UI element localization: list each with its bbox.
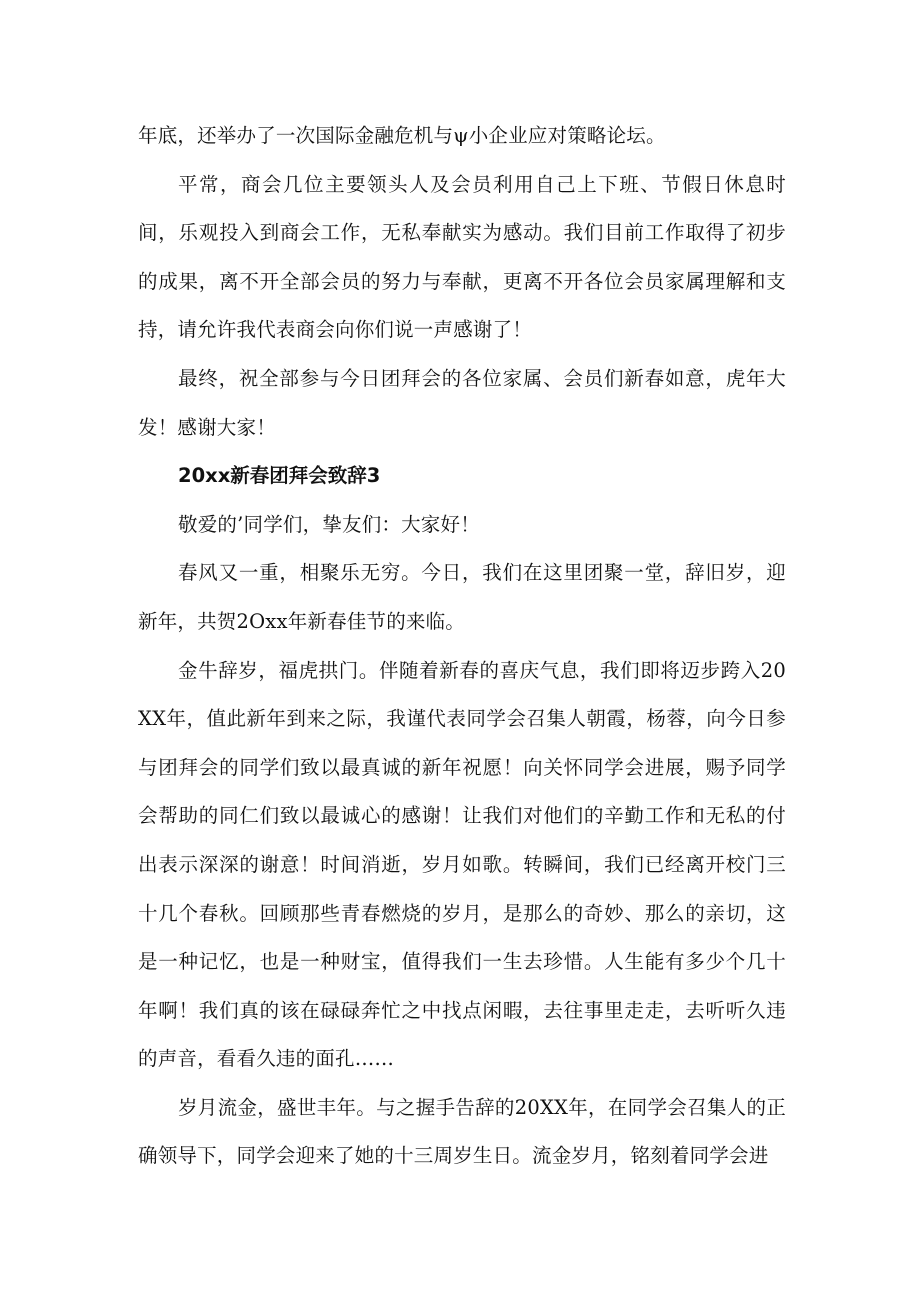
section-heading-text: 20xx新春团拜会致辞3 bbox=[178, 464, 381, 488]
paragraph-thanks-members: 平常，商会几位主要领头人及会员利用自己上下班、节假日休息时间，乐观投入到商会工作，无私奉献实为感动。我们目前工作取得了初步的成果，离不开全部会员的努力与奉献，更离不开各位会员家属理解和支持，请允许我代表商会向你们说一声感谢了！ bbox=[138, 172, 786, 342]
document-body bbox=[138, 112, 786, 1181]
paragraph-new-year-wishes: 金牛辞岁，福虎拱门。伴随着新春的喜庆气息，我们即将迈步跨入20XX年，值此新年到来之际，我谨代表同学会召集人朝霞，杨蓉，向今日参与团拜会的同学们致以最真诚的新年祝愿！向关怀同学会进展，赐予同学会帮助的同仁们致以最诚心的感谢！让我们对他们的辛勤工作和无私的付出表示深深的谢意！时间消逝，岁月如歌。转瞬间，我们已经离开校门三十几个春秋。回顾那些青春燃烧的岁月，是那么的奇妙、那么的亲切，这是一种记忆，也是一种财宝，值得我们一生去珍惜。人生能有多少个几十年啊！我们真的该在碌碌奔忙之中找点闲暇，去往事里走走，去听听久违的声音，看看久违的面孔…… bbox=[138, 658, 786, 1071]
paragraph-golden-years: 岁月流金，盛世丰年。与之握手告辞的20XX年，在同学会召集人的正确领导下，同学会迎来了她的十三周岁生日。流金岁月，铭刻着同学会进 bbox=[138, 1095, 786, 1168]
paragraph-closing-wishes: 最终，祝全部参与今日团拜会的各位家属、会员们新春如意，虎年大发！感谢大家！ bbox=[138, 366, 786, 439]
paragraph-spring-breeze: 春风又一重，相聚乐无穷。今日，我们在这里团聚一堂，辞旧岁，迎新年，共贺2Oxx年新春佳节的来临。 bbox=[138, 561, 786, 633]
section-heading bbox=[138, 452, 786, 501]
paragraph-continuation: 年底，还举办了一次国际金融危机与ψ小企业应对策略论坛。 bbox=[138, 124, 666, 147]
paragraph-greeting: 敬爱的’同学们，挚友们：大家好！ bbox=[178, 512, 480, 536]
